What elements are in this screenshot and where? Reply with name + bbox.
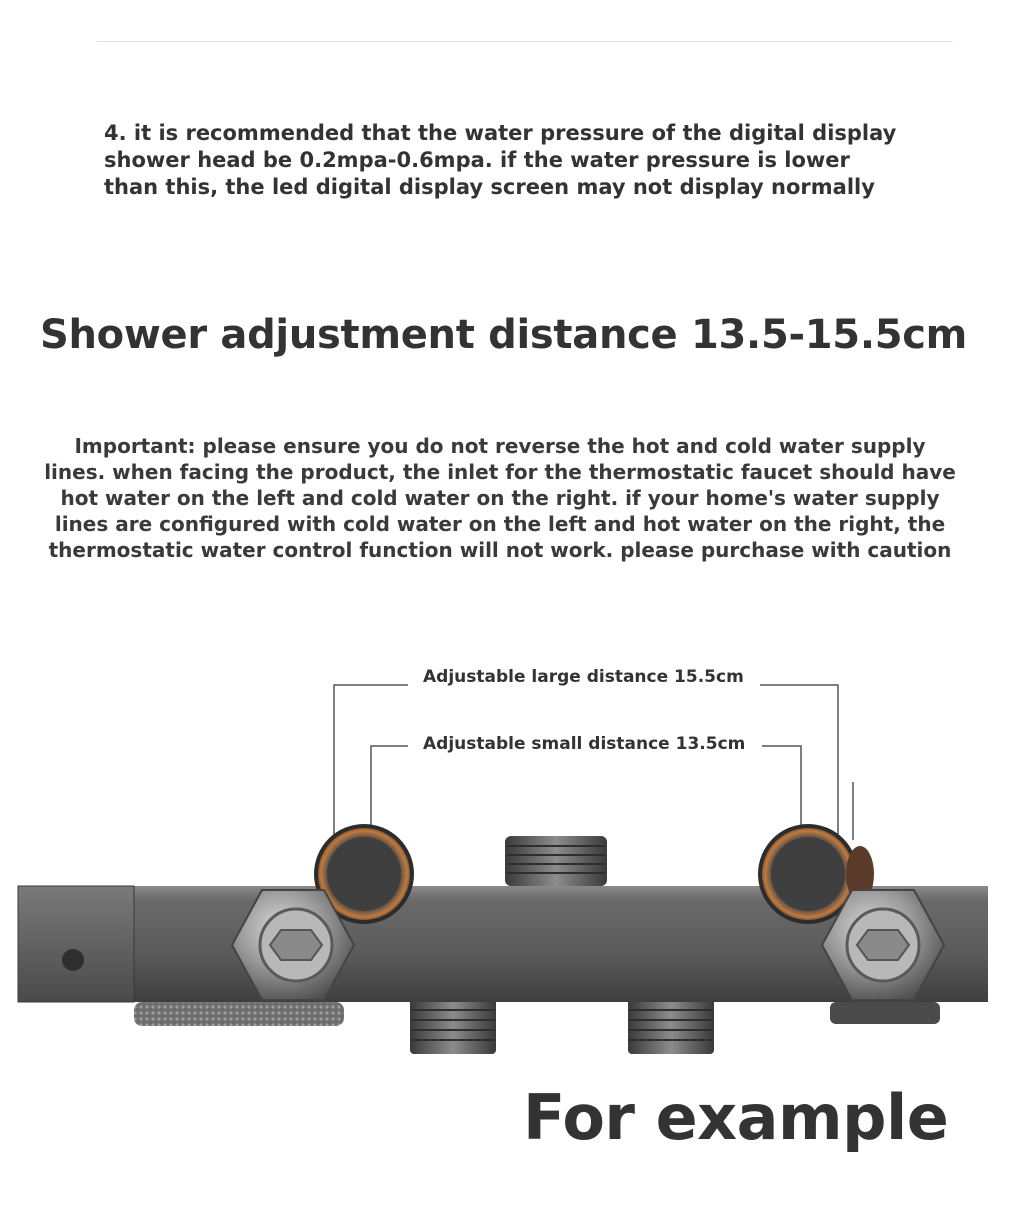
bottom-outlet-right — [628, 998, 714, 1054]
large-distance-label: Adjustable large distance 15.5cm — [423, 667, 744, 687]
thermostatic-valve-illustration — [0, 650, 1024, 1070]
shower-head-edge — [134, 1002, 344, 1026]
bottom-outlet-left — [410, 998, 496, 1054]
top-divider — [97, 41, 953, 42]
note-line: 4. it is recommended that the water pressure of the digital display — [104, 121, 897, 145]
note-line: shower head be 0.2mpa-0.6mpa. if the water pressure is lower — [104, 148, 850, 172]
note-line: than this, the led digital display screen may not display normally — [104, 175, 875, 199]
water-pressure-note — [104, 120, 984, 201]
notice-line: lines are configured with cold water on the left and hot water on the right, the — [54, 512, 946, 536]
large-distance-leader-right — [760, 685, 838, 840]
small-distance-leader-right — [762, 746, 801, 832]
indicator-dot-icon — [62, 949, 84, 971]
right-bracket — [830, 1002, 940, 1024]
important-notice — [0, 433, 1000, 563]
example-caption: For example — [523, 1081, 949, 1154]
small-distance-leader-left — [371, 746, 408, 832]
notice-line: Important: please ensure you do not reverse the hot and cold water supply — [74, 434, 926, 458]
adjustment-distance-headline: Shower adjustment distance 13.5-15.5cm — [40, 312, 968, 358]
notice-line: lines. when facing the product, the inlet for the thermostatic faucet should have — [44, 460, 956, 484]
small-distance-label: Adjustable small distance 13.5cm — [423, 734, 746, 754]
notice-line: thermostatic water control function will not work. please purchase with caution — [48, 538, 952, 562]
valve-end-cap — [18, 886, 134, 1002]
top-outlet-thread — [505, 836, 607, 886]
notice-line: hot water on the left and cold water on the right. if your home's water supply — [60, 486, 940, 510]
